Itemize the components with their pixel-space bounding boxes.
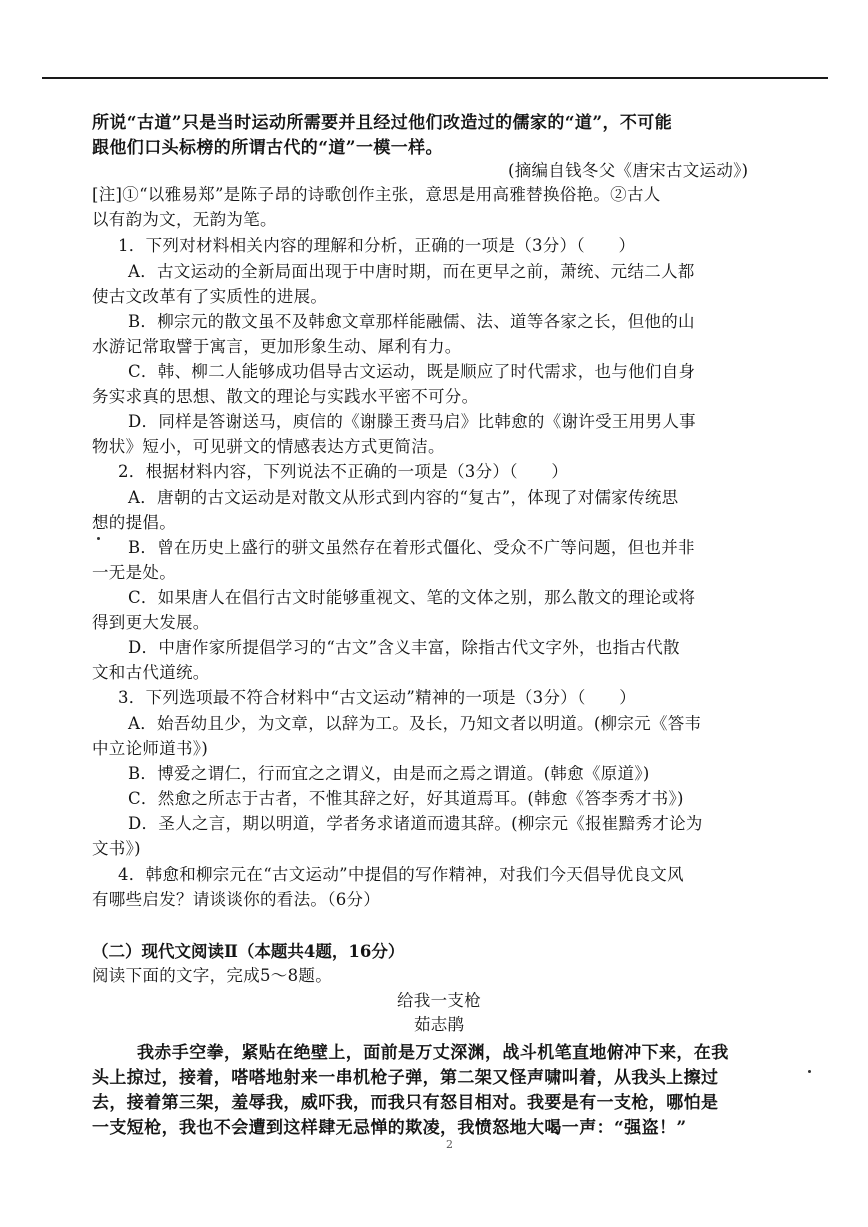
q3-option-a-line1: A．始吾幼且少，为文章，以辞为工。及长，乃知文者以明道。(柳宗元《答韦 [128,714,702,733]
question-1-stem: 1．下列对材料相关内容的理解和分析，正确的一项是（3分）（ ） [118,236,636,255]
passage-line-2: 跟他们口头标榜的所谓古代的“道”一模一样。 [92,138,443,158]
q2-option-d-line2: 文和古代道统。 [92,663,210,682]
q2-option-d-line1: D．中唐作家所提倡学习的“古文”含义丰富，除指古代文字外，也指古代散 [128,638,680,657]
note-line-2: 以有韵为文，无韵为笔。 [92,210,277,229]
q3-option-d-line2: 文书》) [92,839,141,858]
q3-option-b: B．博爱之谓仁，行而宜之之谓义，由是而之焉之谓道。(韩愈《原道》) [128,764,650,783]
q1-option-b-line1: B．柳宗元的散文虽不及韩愈文章那样能融儒、法、道等各家之长，但他的山 [128,312,695,331]
section-instruction: 阅读下面的文字，完成5～8题。 [92,966,332,985]
q2-option-a-line1: A．唐朝的古文运动是对散文从形式到内容的“复古”，体现了对儒家传统思 [128,488,679,507]
passage-source: (摘编自钱冬父《唐宋古文运动》) [508,161,749,180]
question-4-stem-line2: 有哪些启发？请谈谈你的看法。（6分） [92,890,381,909]
q2-option-a-line2: 想的提倡。 [92,513,176,532]
q3-option-a-line2: 中立论师道书》) [92,739,209,758]
story-line-1: 我赤手空拳，紧贴在绝壁上，面前是万丈深渊，战斗机笔直地俯冲下来，在我 [137,1043,729,1063]
story-author: 茹志鹃 [414,1015,465,1034]
story-line-2: 头上掠过，接着，嗒嗒地射来一串机枪子弹，第二架又怪声啸叫着，从我头上擦过 [92,1068,719,1088]
passage-line-1: 所说“古道”只是当时运动所需要并且经过他们改造过的儒家的“道”，不可能 [92,113,673,133]
q2-option-c-line2: 得到更大发展。 [92,613,210,632]
q2-option-c-line1: C．如果唐人在倡行古文时能够重视文、笔的文体之别，那么散文的理论或将 [128,588,696,607]
q1-option-d-line2: 物状》短小，可见骈文的情感表达方式更简洁。 [92,437,445,456]
q1-option-c-line1: C．韩、柳二人能够成功倡导古文运动，既是顺应了时代需求，也与他们自身 [128,362,696,381]
q3-option-c: C．然愈之所志于古者，不惟其辞之好，好其道焉耳。(韩愈《答李秀才书》) [128,789,684,808]
section-heading: （二）现代文阅读Ⅱ（本题共4题，16分） [92,942,405,961]
q1-option-b-line2: 水游记常取譬于寓言，更加形象生动、犀利有力。 [92,337,462,356]
q2-option-b-line1: B．曾在历史上盛行的骈文虽然存在着形式僵化、受众不广等问题，但也并非 [128,538,695,557]
scan-speck [808,1070,811,1073]
note-line-1: [注]①“以雅易郑”是陈子昂的诗歌创作主张，意思是用高雅替换俗艳。②古人 [92,185,661,204]
page-number: 2 [446,1138,453,1151]
story-line-4: 一支短枪，我也不会遭到这样肆无忌惮的欺凌，我愤怒地大喝一声：“强盗！” [92,1118,687,1138]
q2-option-b-line2: 一无是处。 [92,563,176,582]
story-line-3: 去，接着第三架，羞辱我，威吓我，而我只有怒目相对。我要是有一支枪，哪怕是 [92,1093,719,1113]
story-title: 给我一支枪 [397,991,481,1010]
scan-speck [97,537,100,540]
question-4-stem-line1: 4．韩愈和柳宗元在“古文运动”中提倡的写作精神，对我们今天倡导优良文风 [118,865,684,884]
q1-option-d-line1: D．同样是答谢送马，庾信的《谢滕王赉马启》比韩愈的《谢许受王用男人事 [128,412,696,431]
q3-option-d-line1: D．圣人之言，期以明道，学者务求诸道而遗其辞。(柳宗元《报崔黯秀才论为 [128,814,703,833]
q1-option-c-line2: 务实求真的思想、散文的理论与实践水平密不可分。 [92,387,479,406]
q1-option-a-line2: 使古文改革有了实质性的进展。 [92,287,328,306]
question-2-stem: 2．根据材料内容，下列说法不正确的一项是（3分）（ ） [118,462,569,481]
q1-option-a-line1: A．古文运动的全新局面出现于中唐时期，而在更早之前，萧统、元结二人都 [128,262,695,281]
header-rule [42,77,828,79]
question-3-stem: 3．下列选项最不符合材料中“古文运动”精神的一项是（3分）（ ） [118,688,637,707]
